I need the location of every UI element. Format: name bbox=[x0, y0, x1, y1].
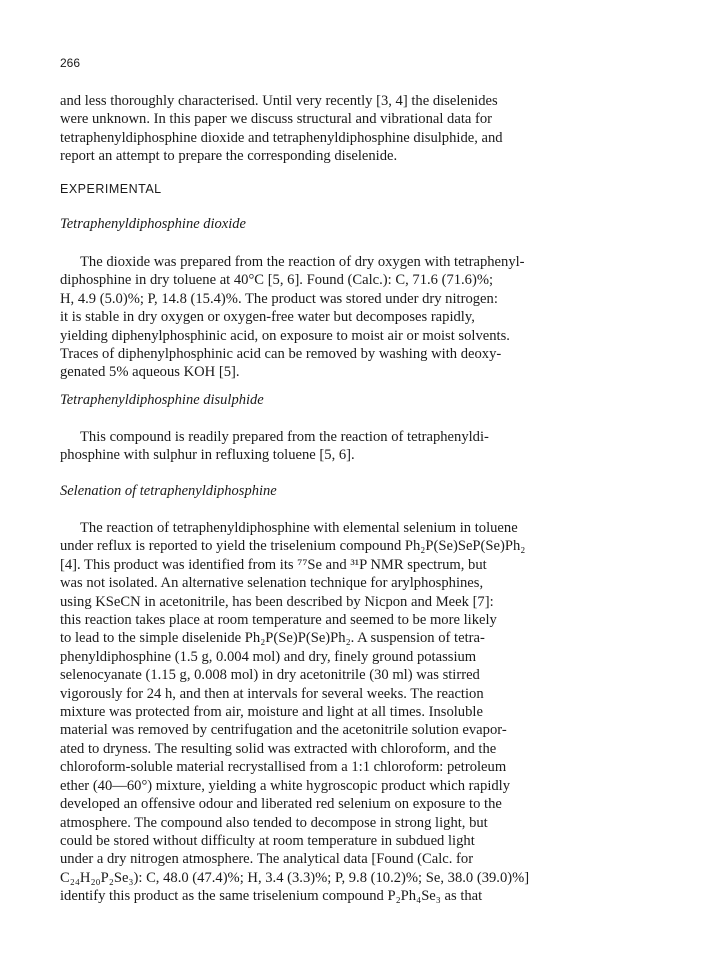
selenation-paragraph bbox=[60, 519, 664, 906]
text-line: and less thoroughly characterised. Until very recently [3, 4] the diselenides bbox=[60, 93, 498, 109]
text-line: could be stored without difficulty at room temperature in subdued light bbox=[60, 832, 475, 849]
intro-paragraph bbox=[60, 92, 664, 166]
text-line: were unknown. In this paper we discuss structural and vibrational data for bbox=[60, 111, 493, 128]
text-line: vigorously for 24 h, and then at intervals for several weeks. The reaction bbox=[60, 685, 484, 702]
text-line: was not isolated. An alternative selenation technique for arylphosphines, bbox=[60, 575, 484, 592]
text-line: this reaction takes place at room temperature and seemed to be more likely bbox=[60, 612, 497, 629]
text-line: H, 4.9 (5.0)%; P, 14.8 (15.4)%. The product was stored under dry nitrogen: bbox=[60, 290, 498, 307]
text-line: The dioxide was prepared from the reaction of dry oxygen with tetraphenyl- bbox=[80, 254, 525, 270]
text-line: atmosphere. The compound also tended to decompose in strong light, but bbox=[60, 814, 488, 831]
text-line: genated 5% aqueous KOH [5]. bbox=[60, 364, 240, 381]
text-line: material was removed by centrifugation and the acetonitrile solution evapor- bbox=[60, 722, 507, 739]
text-line: identify this product as the same triselenium compound P₂Ph₄Se₃ as that bbox=[60, 888, 483, 905]
text-line: ated to dryness. The resulting solid was extracted with chloroform, and the bbox=[60, 740, 497, 757]
text-line: it is stable in dry oxygen or oxygen-free water but decomposes rapidly, bbox=[60, 309, 475, 326]
text-line: developed an offensive odour and liberated red selenium on exposure to the bbox=[60, 796, 502, 813]
text-line: phenyldiphosphine (1.5 g, 0.004 mol) and dry, finely ground potassium bbox=[60, 648, 477, 665]
text-line: using KSeCN in acetonitrile, has been described by Nicpon and Meek [7]: bbox=[60, 593, 494, 610]
text-line: to lead to the simple diselenide Ph₂P(Se)P(Se)Ph₂. A suspension of tetra- bbox=[60, 630, 485, 647]
text-line: [4]. This product was identified from its ⁷⁷Se and ³¹P NMR spectrum, but bbox=[60, 556, 487, 573]
text-line: selenocyanate (1.15 g, 0.008 mol) in dry acetonitrile (30 ml) was stirred bbox=[60, 667, 480, 684]
text-line: mixture was protected from air, moisture and light at all times. Insoluble bbox=[60, 704, 483, 721]
text-line: under a dry nitrogen atmosphere. The analytical data [Found (Calc. for bbox=[60, 851, 474, 868]
text-line: diphosphine in dry toluene at 40°C [5, 6]. Found (Calc.): C, 71.6 (71.6)%; bbox=[60, 272, 494, 289]
text-line: yielding diphenylphosphinic acid, on exposure to moist air or moist solvents. bbox=[60, 327, 510, 344]
text-line: Traces of diphenylphosphinic acid can be removed by washing with deoxy- bbox=[60, 346, 502, 363]
text-line: tetraphenyldiphosphine dioxide and tetraphenyldiphosphine disulphide, and bbox=[60, 129, 503, 146]
text-line: chloroform-soluble material recrystallised from a 1:1 chloroform: petroleum bbox=[60, 759, 507, 776]
text-line: The reaction of tetraphenyldiphosphine with elemental selenium in toluene bbox=[80, 520, 518, 536]
subsection-title-dioxide: Tetraphenyldiphosphine dioxide bbox=[60, 216, 246, 232]
text-line: This compound is readily prepared from the reaction of tetraphenyldi- bbox=[80, 429, 489, 445]
text-line: report an attempt to prepare the corresponding diselenide. bbox=[60, 148, 398, 165]
text-line: under reflux is reported to yield the triselenium compound Ph₂P(Se)SeP(Se)Ph₂ bbox=[60, 538, 526, 555]
subsection-title-selenation: Selenation of tetraphenyldiphosphine bbox=[60, 483, 277, 499]
dioxide-paragraph bbox=[60, 253, 664, 382]
text-line: ether (40—60°) mixture, yielding a white hygroscopic product which rapidly bbox=[60, 777, 511, 794]
disulphide-paragraph bbox=[60, 428, 664, 465]
text-line: C₂₄H₂₀P₂Se₃): C, 48.0 (47.4)%; H, 3.4 (3.3)%; P, 9.8 (10.2)%; Se, 38.0 (39.0)%] bbox=[60, 869, 530, 886]
page-number: 266 bbox=[60, 56, 81, 70]
subsection-title-disulphide: Tetraphenyldiphosphine disulphide bbox=[60, 392, 264, 408]
section-heading: EXPERIMENTAL bbox=[60, 182, 162, 196]
text-line: phosphine with sulphur in refluxing toluene [5, 6]. bbox=[60, 447, 355, 464]
